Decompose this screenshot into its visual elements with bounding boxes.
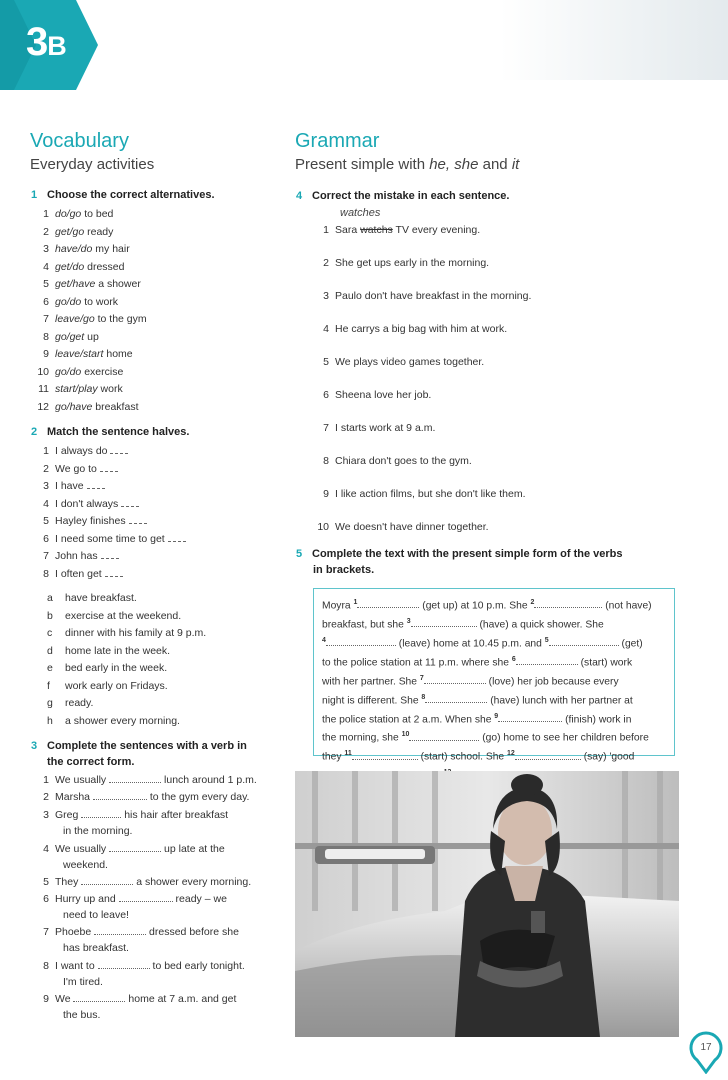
exercise-5-title-line2: in brackets. bbox=[313, 564, 375, 576]
exercise-1-item: 12 go/have breakfast bbox=[37, 400, 139, 413]
exercise-4-sentence: 7 I starts work at 9 a.m. bbox=[323, 422, 436, 434]
exercise-3-item-continued: in the morning. bbox=[63, 825, 133, 837]
exercise-1-item: 9 leave/start home bbox=[43, 348, 133, 360]
exercise-1-item: 11 start/play work bbox=[38, 383, 123, 395]
exercise-2-title: 2 Match the sentence halves. bbox=[31, 426, 190, 438]
exercise-3-item-continued: I'm tired. bbox=[63, 976, 103, 988]
exercise-1-item: 6 go/do to work bbox=[43, 295, 119, 308]
exercise-4-example: 1 Sara watchs TV every evening. bbox=[323, 224, 481, 236]
exercise-3-item: 5 They a shower every morning. bbox=[43, 876, 252, 888]
exercise-3-item: 9 We home at 7 a.m. and get bbox=[43, 993, 237, 1005]
exercise-1-item: 8 go/get up bbox=[43, 330, 99, 343]
exercise-3-title: 3 Complete the sentences with a verb in bbox=[31, 740, 247, 752]
exercise-4-sentence: 9 I like action films, but she don't like them. bbox=[323, 488, 526, 500]
grammar-subtitle: Present simple with he, she and it bbox=[295, 156, 520, 173]
vocabulary-heading bbox=[30, 131, 154, 172]
exercise-2-sentence-end: a have breakfast. bbox=[47, 592, 137, 604]
exercise-3-item-continued: need to leave! bbox=[63, 909, 129, 921]
exercise-2-sentence-start: 6 I need some time to get bbox=[33, 533, 186, 545]
exercise-3-item: 3 Greg his hair after breakfast bbox=[43, 809, 229, 821]
exercise-3-item-continued: the bus. bbox=[63, 1009, 101, 1021]
exercise-1-item: 4 get/do dressed bbox=[43, 260, 125, 273]
exercise-2-sentence-start: 3 I have bbox=[33, 480, 105, 492]
exercise-4-sentence: 5 We plays video games together. bbox=[323, 356, 485, 368]
grammar-title: Grammar bbox=[295, 130, 380, 152]
exercise-3-item: 8 I want to to bed early tonight. bbox=[43, 960, 245, 972]
exercise-2-sentence-end: e bed early in the week. bbox=[47, 662, 168, 674]
exercise-2-sentence-start: 8 I often get bbox=[33, 568, 123, 580]
exercise-1-item: 10 go/do exercise bbox=[37, 365, 124, 378]
exercise-2-sentence-start: 5 Hayley finishes bbox=[33, 515, 147, 527]
exercise-2-sentence-end: d home late in the week. bbox=[47, 644, 171, 657]
exercise-4-sentence: 10 We doesn't have dinner together. bbox=[317, 521, 489, 533]
police-officer-photo bbox=[295, 771, 679, 1037]
exercise-5-title: 5 Complete the text with the present simple form of the verbs bbox=[296, 548, 623, 560]
exercise-1-item: 5 get/have a shower bbox=[43, 278, 141, 290]
gap-fill-text-box: Moyra $^1$ (get up) at 10 p.m. She $^2$ (not have) breakfast, but she $^3$ (have) a quick shower. She $^4$ (leave) home at 10.45 p.m. and $^5$ (get) to the police station at 11 p.m. where she $^6$ (start) work with her partner. She $^7$ (love) her job because every night is different. She $^8$ (have) lunch with her partner at the police station at 2 a.m. When she $^9$ (finish) work in the morning, she $^{10}$ (go) home to see her children before they $^{11}$ (start) school. She $^{12}$ (say) 'good bbox=[313, 588, 675, 756]
grammar-heading bbox=[295, 131, 519, 172]
unit-label: 3B bbox=[26, 20, 66, 64]
page-number: 17 bbox=[700, 1042, 712, 1053]
exercise-3-item-continued: weekend. bbox=[63, 859, 108, 871]
exercise-2-sentence-end: b exercise at the weekend. bbox=[47, 609, 182, 622]
exercise-2-sentence-start: 7 John has bbox=[33, 550, 119, 562]
exercise-2-sentence-start: 1 I always do bbox=[33, 445, 128, 457]
exercise-1-title: 1 Choose the correct alternatives. bbox=[31, 189, 215, 201]
exercise-4-sentence: 2 She get ups early in the morning. bbox=[323, 257, 490, 269]
exercise-4-sentence: 4 He carrys a big bag with him at work. bbox=[323, 323, 508, 335]
exercise-2-sentence-end: f work early on Fridays. bbox=[47, 679, 168, 692]
exercise-2-sentence-end: h a shower every morning. bbox=[47, 714, 180, 727]
exercise-4-sentence: 6 Sheena love her job. bbox=[323, 389, 432, 401]
exercise-1-item: 7 leave/go to the gym bbox=[43, 313, 147, 325]
exercise-2-sentence-start: 2 We go to bbox=[33, 463, 118, 475]
exercise-4-sentence: 8 Chiara don't goes to the gym. bbox=[323, 455, 472, 467]
exercise-1-item: 1 do/go to bed bbox=[43, 208, 114, 220]
exercise-3-item: 2 Marsha to the gym every day. bbox=[43, 791, 250, 803]
example-correction: watches bbox=[340, 207, 381, 219]
exercise-3-item: 6 Hurry up and ready – we bbox=[43, 893, 227, 905]
vocabulary-title: Vocabulary bbox=[30, 130, 129, 152]
exercise-2-sentence-end: c dinner with his family at 9 p.m. bbox=[47, 627, 207, 639]
exercise-4-sentence: 3 Paulo don't have breakfast in the morning. bbox=[323, 290, 532, 302]
exercise-3-title-line2: the correct form. bbox=[47, 756, 135, 768]
exercise-3-item-continued: has breakfast. bbox=[63, 942, 129, 954]
exercise-2-sentence-end: g ready. bbox=[47, 697, 94, 709]
exercise-4-title: 4 Correct the mistake in each sentence. bbox=[296, 190, 510, 202]
exercise-1-item: 3 have/do my hair bbox=[43, 243, 130, 255]
exercise-3-item: 1 We usually lunch around 1 p.m. bbox=[43, 774, 257, 786]
exercise-2-sentence-start: 4 I don't always bbox=[33, 498, 139, 510]
vocabulary-subtitle: Everyday activities bbox=[30, 156, 155, 173]
exercise-3-item: 7 Phoebe dressed before she bbox=[43, 926, 239, 938]
exercise-1-item: 2 get/go ready bbox=[43, 225, 114, 238]
header-background bbox=[500, 0, 728, 80]
exercise-3-item: 4 We usually up late at the bbox=[43, 843, 225, 855]
